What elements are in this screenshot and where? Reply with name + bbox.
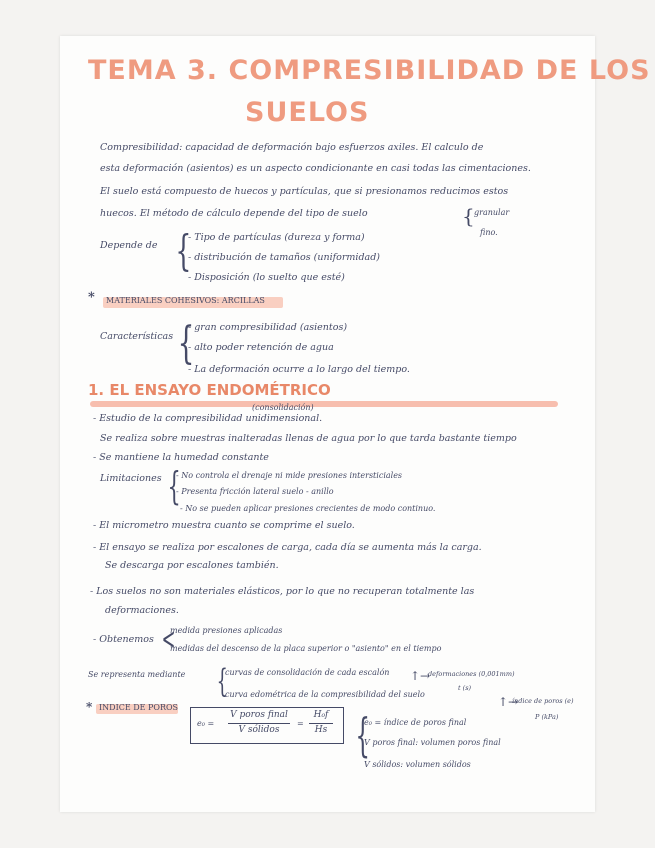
page-title-line1: TEMA 3. COMPRESIBILIDAD DE LOS xyxy=(88,55,651,86)
limitaciones-brace: { xyxy=(167,464,181,508)
axis-arrow-icon-2: ↑→ xyxy=(498,695,519,709)
formula-bar-1 xyxy=(228,723,290,724)
suelo-brace: { xyxy=(462,204,475,228)
limitacion-2: - Presenta fricción lateral suelo - anillo xyxy=(176,487,334,496)
suelo-option-granular: granular xyxy=(474,208,510,217)
representa-1-xaxis: t (s) xyxy=(458,684,472,692)
caracteristicas-brace: { xyxy=(177,318,195,369)
formula-denominator-1: V sólidos xyxy=(238,725,280,735)
representa-brace: { xyxy=(216,662,228,700)
ensayo-bullet-4: - El ensayo se realiza por escalones de carga, cada día se aumenta más la carga. xyxy=(93,542,482,553)
indice-def-2: V poros final: volumen poros final xyxy=(364,738,501,747)
representa-1-yaxis: deformaciones (0,001mm) xyxy=(428,670,515,678)
ensayo-bullet-1b: Se realiza sobre muestras inalteradas llenas de agua por lo que tarda bastante tiempo xyxy=(100,433,517,444)
caracteristicas-item-1: - gran compresibilidad (asientos) xyxy=(188,322,348,333)
representa-item-1: curvas de consolidación de cada escalón xyxy=(225,668,390,677)
formula-lhs: e₀ = xyxy=(197,719,215,728)
depende-label: Depende de xyxy=(100,240,158,251)
indice-star-icon: * xyxy=(86,700,93,714)
ensayo-bullet-2: - Se mantiene la humedad constante xyxy=(93,452,269,463)
formula-bar-2 xyxy=(309,723,333,724)
ensayo-bullet-5: - Los suelos no son materiales elásticos, por lo que no recuperan totalmente las xyxy=(90,586,475,597)
caracteristicas-item-3: - La deformación ocurre a lo largo del tiempo. xyxy=(188,364,410,375)
intro-line-1: Compresibilidad: capacidad de deformación bajo esfuerzos axiles. El calculo de xyxy=(100,142,484,153)
indice-heading: INDICE DE POROS xyxy=(99,703,179,712)
indice-def-3: V sólidos: volumen sólidos xyxy=(364,760,471,769)
section-1-note: (consolidación) xyxy=(252,403,314,412)
ensayo-bullet-3: - El micrometro muestra cuanto se comprime el suelo. xyxy=(93,520,355,531)
materiales-heading: MATERIALES COHESIVOS: ARCILLAS xyxy=(106,296,265,305)
page-title-line2: SUELOS xyxy=(245,97,370,128)
obtenemos-label: - Obtenemos xyxy=(93,634,154,645)
caracteristicas-item-2: - alto poder retención de agua xyxy=(188,342,334,353)
materiales-star-icon: * xyxy=(88,290,95,305)
depende-brace: { xyxy=(175,226,192,275)
obtenemos-brace: < xyxy=(161,622,176,657)
intro-line-3: El suelo está compuesto de huecos y partículas, que si presionamos reducimos estos xyxy=(100,186,509,197)
limitacion-3: - No se pueden aplicar presiones crecientes de modo continuo. xyxy=(180,504,436,513)
formula-equals: = xyxy=(297,719,304,728)
section-1-underline xyxy=(90,401,558,407)
caracteristicas-label: Características xyxy=(100,331,174,342)
representa-label: Se representa mediante xyxy=(88,670,186,679)
ensayo-bullet-1: - Estudio de la compresibilidad unidimensional. xyxy=(93,413,323,424)
formula-numerator-1: V poros final xyxy=(230,710,288,720)
representa-2-xaxis: P (kPa) xyxy=(535,713,559,721)
indice-def-1: e₀ = índice de poros final xyxy=(364,718,467,727)
axis-arrow-icon-1: ↑→ xyxy=(410,669,431,683)
depende-item-3: - Disposición (lo suelto que esté) xyxy=(188,272,345,283)
representa-2-yaxis: índice de poros (e) xyxy=(512,697,574,705)
depende-item-1: - Tipo de partículas (dureza y forma) xyxy=(188,232,365,243)
suelo-option-fino: fino. xyxy=(480,228,498,237)
ensayo-bullet-5b: deformaciones. xyxy=(105,605,179,616)
formula-denominator-2: Hs xyxy=(314,725,328,735)
section-1-heading: 1. EL ENSAYO ENDOMÉTRICO xyxy=(88,381,331,399)
representa-item-2: curva edométrica de la compresibilidad del suelo xyxy=(225,690,425,699)
limitaciones-label: Limitaciones xyxy=(100,473,162,484)
ensayo-bullet-4b: Se descarga por escalones también. xyxy=(105,560,279,571)
indice-defs-brace: { xyxy=(355,708,370,762)
depende-item-2: - distribución de tamaños (uniformidad) xyxy=(188,252,380,263)
intro-line-4: huecos. El método de cálculo depende del tipo de suelo xyxy=(100,208,368,219)
intro-line-2: esta deformación (asientos) es un aspecto condicionante en casi todas las cimentaciones. xyxy=(100,163,531,174)
obtenemos-item-1: medida presiones aplicadas xyxy=(170,626,283,635)
formula-numerator-2: H₀f xyxy=(313,710,329,720)
limitacion-1: - No controla el drenaje ni mide presiones intersticiales xyxy=(176,471,403,480)
obtenemos-item-2: medidas del descenso de la placa superior o "asiento" en el tiempo xyxy=(170,644,442,653)
